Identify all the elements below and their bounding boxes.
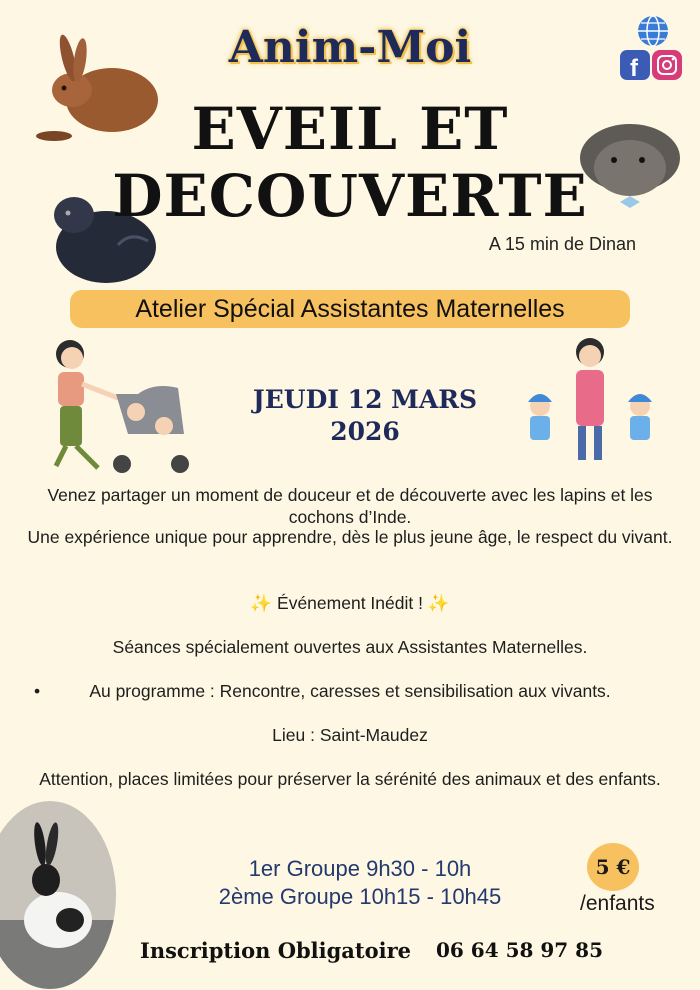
- event-date-day: JEUDI 12 MARS: [252, 385, 478, 414]
- brand-title: Anim-Moi: [228, 22, 472, 73]
- price-unit: /enfants: [580, 892, 655, 915]
- rabbit-photo-image: [0, 800, 118, 990]
- workshop-banner: Atelier Spécial Assistantes Maternelles: [70, 290, 630, 328]
- intro-paragraph-2: Une expérience unique pour apprendre, dès le plus jeune âge, le respect du vivant.: [27, 527, 673, 547]
- main-title-line-1: EVEIL ET: [191, 95, 509, 163]
- event-date-year: 2026: [330, 417, 400, 446]
- sessions-note: Séances spécialement ouvertes aux Assistantes Maternelles.: [112, 637, 588, 657]
- caregiver-children-illustration: [518, 336, 668, 466]
- program-item: [18, 680, 682, 702]
- event-date: [250, 384, 480, 448]
- bullet-icon: •: [34, 681, 41, 701]
- intro-paragraph-1: Venez partager un moment de douceur et de découverte avec les lapins et les cochons d’Inde.: [47, 485, 653, 527]
- main-title-line-2: DECOUVERTE: [112, 162, 588, 230]
- group-2-schedule: 2ème Groupe 10h15 - 10h45: [218, 884, 502, 909]
- price-badge: 5 €: [587, 843, 639, 891]
- mother-stroller-illustration: [30, 336, 200, 476]
- group-1-schedule: 1er Groupe 9h30 - 10h: [248, 856, 472, 881]
- registration-label: Inscription Obligatoire: [140, 938, 412, 963]
- phone-number[interactable]: 06 64 58 97 85: [436, 938, 604, 962]
- place-text: Lieu : Saint-Maudez: [272, 725, 428, 745]
- location-subtitle: A 15 min de Dinan: [488, 234, 636, 254]
- svg-text:f: f: [630, 55, 638, 82]
- session-groups: [190, 855, 530, 911]
- program-text: Au programme : Rencontre, caresses et sensibilisation aux vivants.: [89, 681, 611, 701]
- warning-text: Attention, places limitées pour préserver la sérénité des animaux et des enfants.: [39, 769, 661, 789]
- event-note: ✨ Événement Inédit ! ✨: [250, 593, 450, 613]
